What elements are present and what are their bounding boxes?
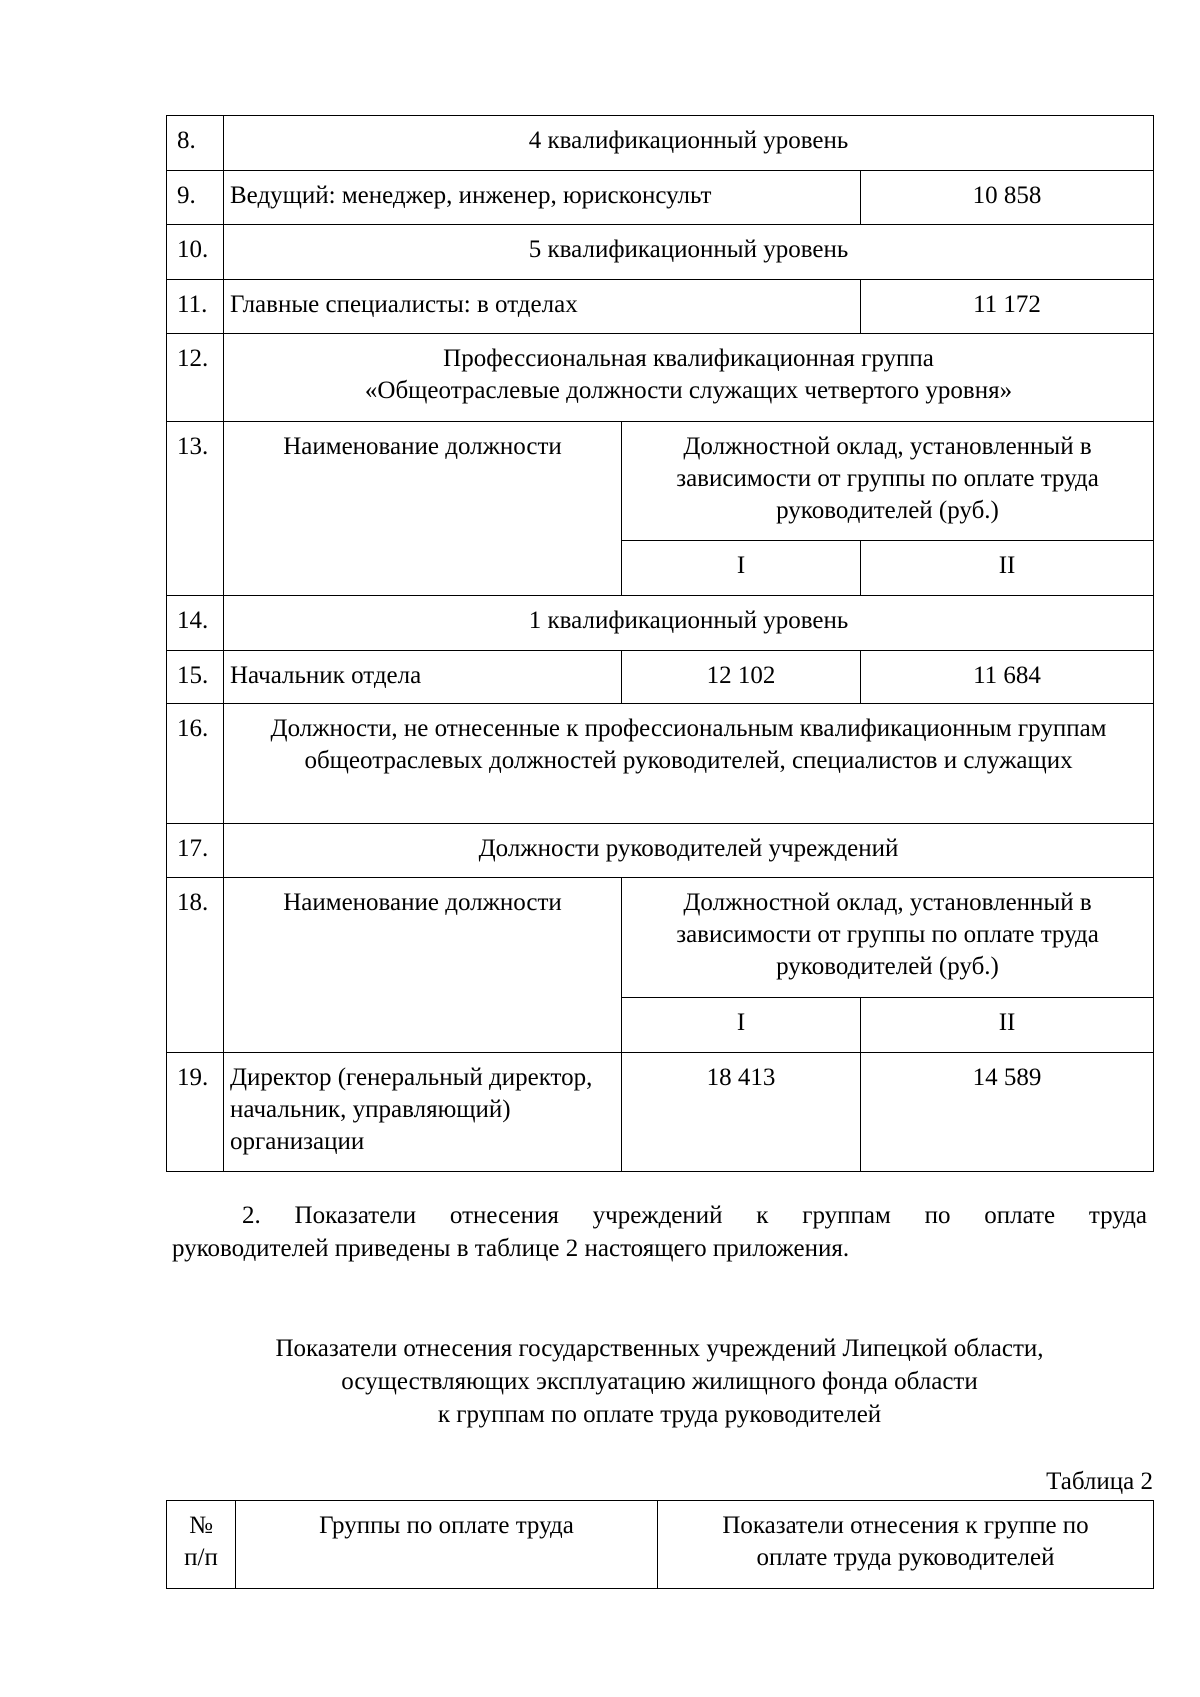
position-name: Главные специалисты: в отделах [224, 280, 861, 334]
row-number: 14. [167, 596, 224, 651]
header-line: п/п [184, 1544, 218, 1571]
group-title-line: «Общеотраслевые должности служащих четвертого уровня» [364, 377, 1013, 404]
table-header-row [167, 1501, 1154, 1589]
position-name-header: Наименование должности [224, 878, 622, 1053]
table2-title [166, 1332, 1153, 1431]
salary-value: 11 172 [861, 280, 1154, 334]
row-number: 11. [167, 280, 224, 334]
indicators-column-header: Показатели отнесения к группе по оплате труда руководителей [658, 1501, 1154, 1589]
group-two-header: II [861, 998, 1154, 1053]
salary-value-group-one: 12 102 [622, 651, 861, 704]
table2-label: Таблица 2 [1046, 1468, 1153, 1495]
salary-table [166, 115, 1154, 1172]
paragraph-line: 2. Показатели отнесения учреждений к группам по оплате труда [242, 1202, 1147, 1229]
table-row [167, 651, 1154, 704]
table-row [167, 704, 1154, 824]
paragraph-2 [172, 1199, 1147, 1265]
group-column-header: Группы по оплате труда [236, 1501, 658, 1589]
group-two-header: II [861, 541, 1154, 596]
row-number: 8. [167, 116, 224, 171]
qualification-level-header: 1 квалификационный уровень [224, 596, 1154, 651]
professional-group-header [224, 334, 1154, 422]
indicators-table [166, 1500, 1154, 1589]
group-title-line: Профессиональная квалификационная группа [443, 345, 934, 372]
title-line: к группам по оплате труда руководителей [437, 1401, 882, 1428]
position-name-header: Наименование должности [224, 422, 622, 596]
row-number: 16. [167, 704, 224, 824]
salary-value-group-two: 14 589 [861, 1053, 1154, 1172]
salary-header: Должностной оклад, установленный в зависимости от группы по оплате труда руководителей (руб.) [622, 422, 1154, 541]
table-row [167, 596, 1154, 651]
row-number: 10. [167, 225, 224, 280]
table-row [167, 824, 1154, 878]
title-line: осуществляющих эксплуатацию жилищного фонда области [341, 1368, 978, 1395]
qualification-level-header: 4 квалификационный уровень [224, 116, 1154, 171]
table-row [167, 116, 1154, 171]
salary-value: 10 858 [861, 171, 1154, 225]
managers-positions-header: Должности руководителей учреждений [224, 824, 1154, 878]
table-row [167, 280, 1154, 334]
row-number: 12. [167, 334, 224, 422]
row-number: 15. [167, 651, 224, 704]
table-row [167, 334, 1154, 422]
position-name: Ведущий: менеджер, инженер, юрисконсульт [224, 171, 861, 225]
table-row [167, 1053, 1154, 1172]
row-number: 18. [167, 878, 224, 1053]
group-one-header: I [622, 998, 861, 1053]
position-name: Начальник отдела [224, 651, 622, 704]
table-row [167, 878, 1154, 998]
header-line: № [189, 1512, 213, 1539]
table-row [167, 171, 1154, 225]
number-column-header [167, 1501, 236, 1589]
salary-header: Должностной оклад, установленный в зависимости от группы по оплате труда руководителей (руб.) [622, 878, 1154, 998]
table-row [167, 225, 1154, 280]
group-one-header: I [622, 541, 861, 596]
title-line: Показатели отнесения государственных учреждений Липецкой области, [275, 1335, 1044, 1362]
table-row [167, 422, 1154, 541]
position-name: Директор (генеральный директор, начальник, управляющий) организации [224, 1053, 622, 1172]
qualification-level-header: 5 квалификационный уровень [224, 225, 1154, 280]
unclassified-positions-header: Должности, не отнесенные к профессиональным квалификационным группам общеотраслевых должностей руководителей, специалистов и служащих [224, 704, 1154, 824]
row-number: 9. [167, 171, 224, 225]
row-number: 19. [167, 1053, 224, 1172]
row-number: 13. [167, 422, 224, 596]
salary-value-group-two: 11 684 [861, 651, 1154, 704]
row-number: 17. [167, 824, 224, 878]
paragraph-line: руководителей приведены в таблице 2 настоящего приложения. [172, 1235, 850, 1262]
salary-value-group-one: 18 413 [622, 1053, 861, 1172]
